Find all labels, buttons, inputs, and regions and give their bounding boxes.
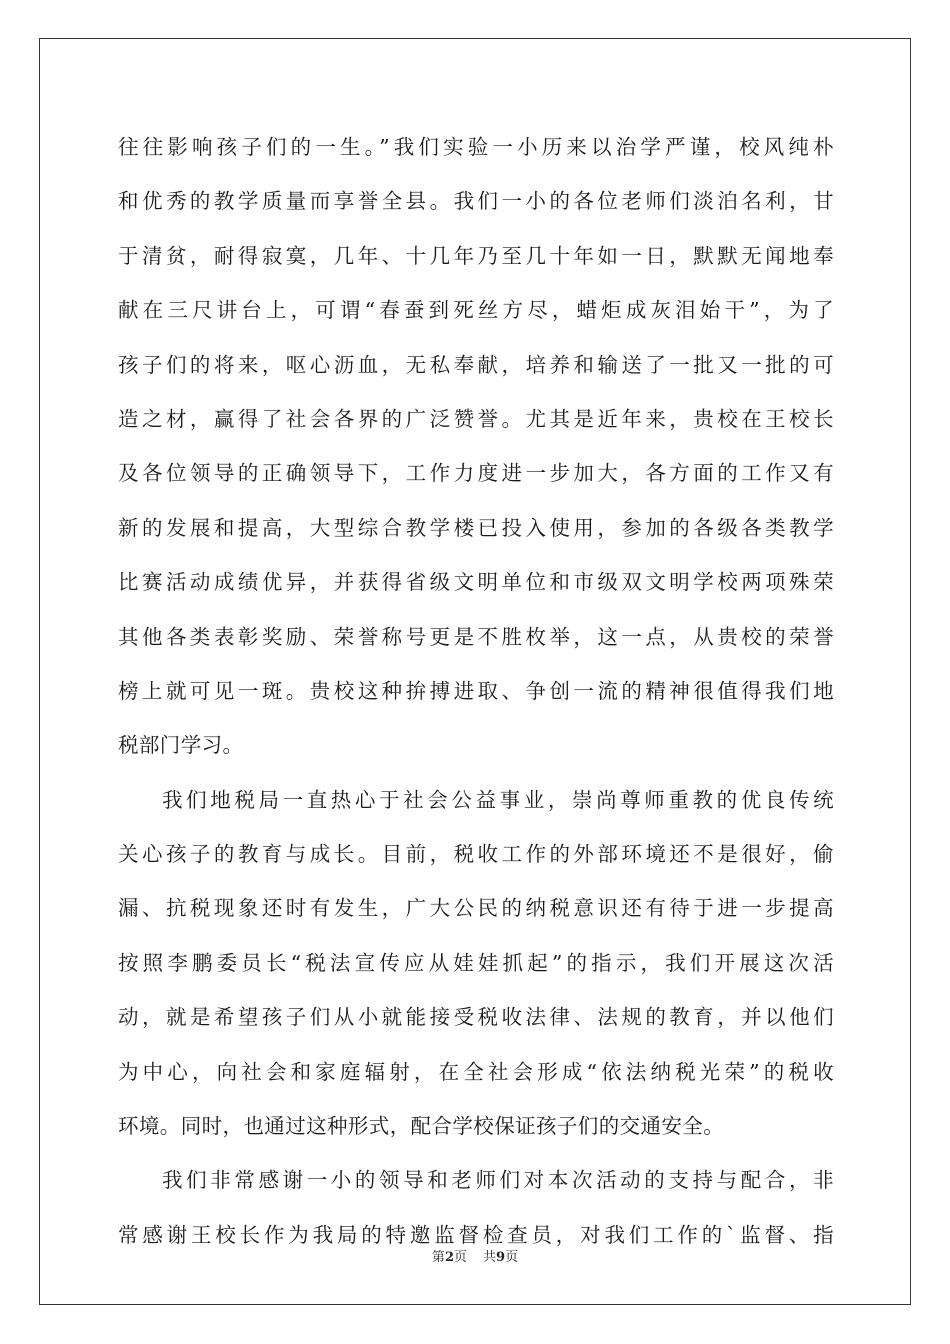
text-line: 按照李鹏委员长“税法宣传应从娃娃抓起”的指示，我们开展这次活: [118, 950, 834, 975]
text-line: 孩子们的将来，呕心沥血，无私奉献，培养和输送了一批又一批的可: [118, 352, 834, 377]
total-page-number: 9: [496, 1250, 506, 1265]
text-line: 造之材，赢得了社会各界的广泛赞誉。尤其是近年来，贵校在王校长: [118, 406, 834, 431]
text-line: 动，就是希望孩子们从小就能接受税收法律、法规的教育，并以他们: [118, 1005, 834, 1030]
text-line: 于清贫，耐得寂寞，几年、十几年乃至几十年如一日，默默无闻地奉: [118, 243, 834, 268]
text-line: 往往影响孩子们的一生。”我们实验一小历来以治学严谨，校风纯朴: [118, 135, 834, 159]
text-line: 献在三尺讲台上，可谓“春蚕到死丝方尽，蜡炬成灰泪始干”，为了: [118, 298, 834, 323]
text-line: 漏、抗税现象还时有发生，广大公民的纳税意识还有待于进一步提高: [118, 896, 834, 921]
paragraph-2: [118, 773, 834, 1154]
total-suffix: 页: [505, 1250, 519, 1265]
text-line: 我们非常感谢一小的领导和老师们对本次活动的支持与配合，非: [162, 1168, 834, 1193]
page-suffix: 页: [453, 1250, 467, 1265]
text-line: 新的发展和提高，大型综合教学楼已投入使用，参加的各级各类教学: [118, 515, 834, 540]
text-line: 为中心，向社会和家庭辐射，在全社会形成“依法纳税光荣”的税收: [118, 1059, 834, 1084]
text-line: 其他各类表彰奖励、荣誉称号更是不胜枚举，这一点，从贵校的荣誉: [118, 624, 834, 649]
total-prefix: 共: [483, 1250, 497, 1265]
text-line: 税部门学习。: [118, 733, 244, 758]
paragraph-1: [118, 120, 834, 773]
text-line: 我们地税局一直热心于社会公益事业，崇尚尊师重教的优良传统: [162, 787, 834, 812]
text-line: 常感谢王校长作为我局的特邀监督检查员，对我们工作的`监督、指: [118, 1222, 834, 1247]
text-line: 和优秀的教学质量而享誉全县。我们一小的各位老师们淡泊名利，甘: [118, 189, 834, 214]
current-page-number: 2: [444, 1250, 454, 1265]
text-line: 榜上就可见一斑。贵校这种拚搏进取、争创一流的精神很值得我们地: [118, 678, 834, 703]
page-prefix: 第: [431, 1250, 445, 1265]
document-body: [118, 120, 834, 1262]
page-footer: [0, 1246, 950, 1265]
text-line: 关心孩子的教育与成长。目前，税收工作的外部环境还不是很好，偷: [118, 842, 834, 867]
text-line: 环境。同时，也通过这种形式，配合学校保证孩子们的交通安全。: [118, 1114, 725, 1139]
text-line: 比赛活动成绩优异，并获得省级文明单位和市级双文明学校两项殊荣: [118, 570, 834, 595]
text-line: 及各位领导的正确领导下，工作力度进一步加大，各方面的工作又有: [118, 461, 834, 486]
